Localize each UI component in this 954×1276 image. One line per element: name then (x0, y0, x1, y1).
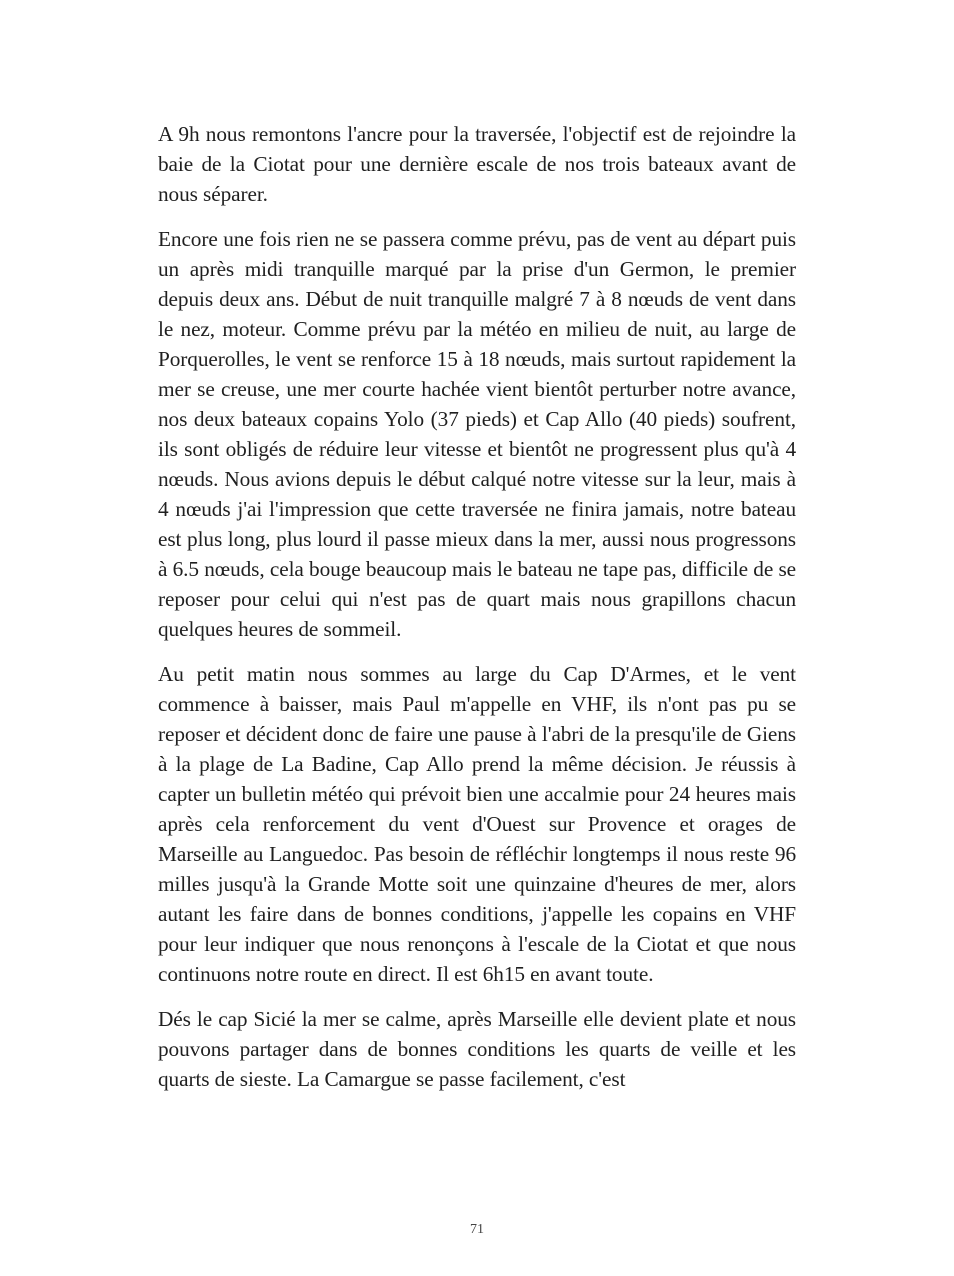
page-number: 71 (470, 1222, 484, 1237)
paragraph-calm-sea: Dés le cap Sicié la mer se calme, après Marseille elle devient plate et nous pouvons partager dans de bonnes conditions les quarts de veille et les quarts de sieste. La Camargue se passe facilement, c'est (158, 1007, 796, 1091)
page-body (158, 119, 796, 1109)
paragraph-night-crossing: Encore une fois rien ne se passera comme prévu, pas de vent au départ puis un après midi tranquille marqué par la prise d'un Germon, le premier depuis deux ans. Début de nuit tranquille malgré 7 à 8 nœuds de vent dans le nez, moteur. Comme prévu par la météo en milieu de nuit, au large de Porquerolles, le vent se renforce 15 à 18 nœuds, mais surtout rapidement la mer se creuse, une mer courte hachée vient bientôt perturber notre avance, nos deux bateaux copains Yolo (37 pieds) et Cap Allo (40 pieds) soufrent, ils sont obligés de réduire leur vitesse et bientôt ne progressent plus qu'à 4 nœuds. Nous avions depuis le début calqué notre vitesse sur la leur, mais à 4 nœuds j'ai l'impression que cette traversée ne finira jamais, notre bateau est plus long, plus lourd il passe mieux dans la mer, aussi nous progressons à 6.5 nœuds, cela bouge beaucoup mais le bateau ne tape pas, difficile de se reposer pour celui qui n'est pas de quart mais nous grapillons chacun quelques heures de sommeil. (158, 227, 796, 641)
paragraph-departure: A 9h nous remontons l'ancre pour la traversée, l'objectif est de rejoindre la baie de la Ciotat pour une dernière escale de nos trois bateaux avant de nous séparer. (158, 122, 796, 206)
paragraph-morning-decision: Au petit matin nous sommes au large du Cap D'Armes, et le vent commence à baisser, mais Paul m'appelle en VHF, ils n'ont pas pu se reposer et décident donc de faire une pause à l'abri de la presqu'ile de Giens à la plage de La Badine, Cap Allo prend la même décision. Je réussis à capter un bulletin météo qui prévoit bien une accalmie pour 24 heures mais après cela renforcement du vent d'Ouest sur Provence et orages de Marseille au Languedoc. Pas besoin de réfléchir longtemps il nous reste 96 milles jusqu'à la Grande Motte soit une quinzaine d'heures de mer, alors autant les faire dans de bonnes conditions, j'appelle les copains en VHF pour leur indiquer que nous renonçons à l'escale de la Ciotat et que nous continuons notre route en direct. Il est 6h15 en avant toute. (158, 662, 796, 986)
